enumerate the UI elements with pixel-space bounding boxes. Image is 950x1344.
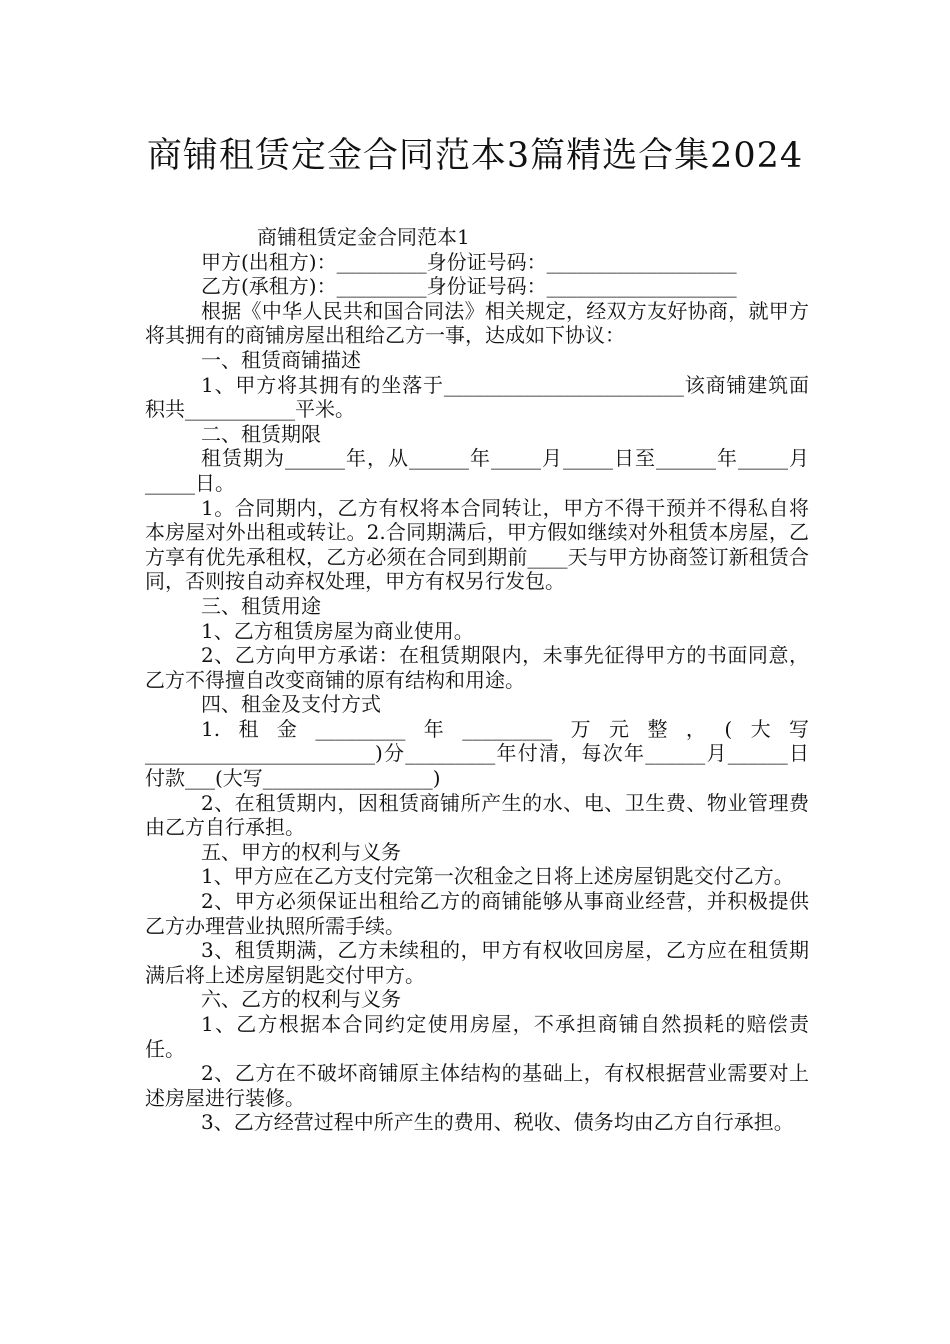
paragraph: 1.租金_________年_________万元整，(大写_______________________)分_________年付清，每次年______月______日付款___(大写_________________) — [145, 716, 809, 791]
paragraph: 租赁期为______年，从______年_____月_____日至______年_____月_____日。 — [145, 446, 809, 495]
section-heading: 六、乙方的权利与义务 — [201, 987, 401, 1012]
paragraph: 3、乙方经营过程中所产生的费用、税收、债务均由乙方自行承担。 — [201, 1110, 794, 1135]
section-heading: 三、租赁用途 — [201, 593, 321, 618]
party-b-line: 乙方(承租方)：_________身份证号码：___________________ — [201, 274, 737, 299]
paragraph: 1、乙方租赁房屋为商业使用。 — [201, 618, 474, 643]
section-heading: 一、租赁商铺描述 — [201, 347, 361, 372]
paragraph: 根据《中华人民共和国合同法》相关规定，经双方友好协商，就甲方将其拥有的商铺房屋出租给乙方一事，达成如下协议： — [145, 298, 809, 348]
paragraph: 2、在租赁期内，因租赁商铺所产生的水、电、卫生费、物业管理费由乙方自行承担。 — [145, 790, 809, 840]
section-heading: 二、租赁期限 — [201, 421, 321, 446]
paragraph: 2、乙方在不破坏商铺原主体结构的基础上，有权根据营业需要对上述房屋进行装修。 — [145, 1061, 809, 1110]
paragraph: 2、乙方向甲方承诺：在租赁期限内，未事先征得甲方的书面同意，乙方不得擅自改变商铺的原有结构和用途。 — [145, 643, 809, 692]
paragraph: 1、甲方应在乙方支付完第一次租金之日将上述房屋钥匙交付乙方。 — [201, 864, 794, 889]
section-heading: 四、租金及支付方式 — [201, 692, 381, 717]
paragraph: 1、甲方将其拥有的坐落于________________________该商铺建筑面积共___________平米。 — [145, 372, 809, 422]
section-heading: 五、甲方的权利与义务 — [201, 839, 401, 864]
document-title: 商铺租赁定金合同范本3篇精选合集2024 — [146, 136, 804, 176]
paragraph: 3、租赁期满，乙方未续租的，甲方有权收回房屋，乙方应在租赁期满后将上述房屋钥匙交付甲方。 — [145, 938, 809, 987]
paragraph: 1。合同期内，乙方有权将本合同转让，甲方不得干预并不得私自将本房屋对外出租或转让。2.合同期满后，甲方假如继续对外租赁本房屋，乙方享有优先承租权，乙方必须在合同到期前____天与甲方协商签订新租赁合同，否则按自动弃权处理，甲方有权另行发包。 — [145, 495, 809, 594]
party-a-line: 甲方(出租方)：_________身份证号码：___________________ — [201, 249, 737, 274]
document-body — [145, 225, 809, 1135]
paragraph: 2、甲方必须保证出租给乙方的商铺能够从事商业经营，并积极提供乙方办理营业执照所需手续。 — [145, 889, 809, 938]
contract-subtitle: 商铺租赁定金合同范本1 — [257, 225, 470, 249]
paragraph: 1、乙方根据本合同约定使用房屋，不承担商铺自然损耗的赔偿责任。 — [145, 1012, 809, 1061]
